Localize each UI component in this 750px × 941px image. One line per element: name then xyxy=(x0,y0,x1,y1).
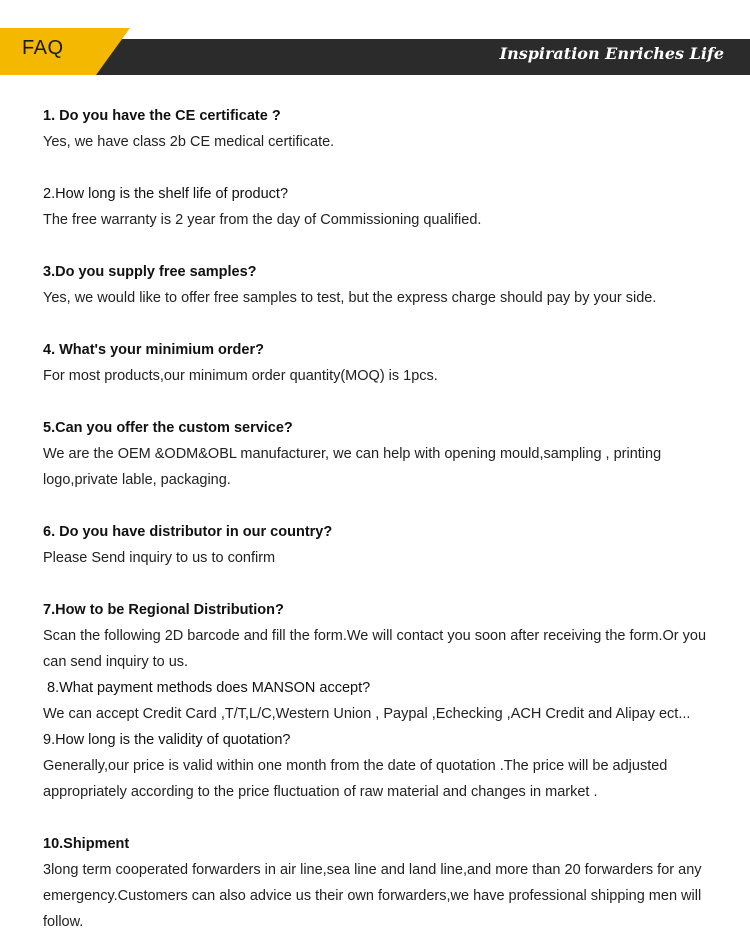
faq-question: 7.How to be Regional Distribution? xyxy=(43,602,284,618)
faq-item-6 xyxy=(43,519,733,597)
faq-item-4 xyxy=(43,337,733,415)
brand-tagline: Inspiration Enriches Life xyxy=(499,44,724,63)
faq-answer: Yes, we would like to offer free samples to test, but the express charge should pay by your side. xyxy=(43,290,657,306)
faq-answer: Generally,our price is valid within one month from the date of quotation .The price will be adjusted appropriately according to the price fluctuation of raw material and changes in market . xyxy=(43,758,672,800)
faq-item-8 xyxy=(43,675,733,727)
faq-item-9 xyxy=(43,727,733,831)
faq-question: 4. What's your minimium order? xyxy=(43,342,264,358)
faq-item-3 xyxy=(43,259,733,337)
faq-question: 6. Do you have distributor in our country? xyxy=(43,524,333,540)
faq-answer: 3long term cooperated forwarders in air line,sea line and land line,and more than 20 forwarders for any emergency.Customers can also advice us their own forwarders,we have professional shipping men will follow. xyxy=(43,862,706,930)
faq-list xyxy=(43,103,733,935)
faq-question: 10.Shipment xyxy=(43,836,130,852)
faq-question: 8.What payment methods does MANSON accept? xyxy=(43,680,371,696)
faq-answer: Please Send inquiry to us to confirm xyxy=(43,550,276,566)
faq-question: 3.Do you supply free samples? xyxy=(43,264,257,280)
faq-answer: We can accept Credit Card ,T/T,L/C,Western Union , Paypal ,Echecking ,ACH Credit and Alipay ect... xyxy=(43,706,691,722)
faq-item-10 xyxy=(43,831,733,935)
faq-question: 5.Can you offer the custom service? xyxy=(43,420,293,436)
faq-title: FAQ xyxy=(22,37,64,59)
faq-item-5 xyxy=(43,415,733,519)
faq-answer: We are the OEM &ODM&OBL manufacturer, we can help with opening mould,sampling , printing logo,private lable, packaging. xyxy=(43,446,666,488)
faq-item-7 xyxy=(43,597,733,675)
faq-answer: Scan the following 2D barcode and fill the form.We will contact you soon after receiving the form.Or you can send inquiry to us. xyxy=(43,628,711,670)
faq-answer: Yes, we have class 2b CE medical certificate. xyxy=(43,134,335,150)
faq-answer: The free warranty is 2 year from the day of Commissioning qualified. xyxy=(43,212,482,228)
faq-answer: For most products,our minimum order quantity(MOQ) is 1pcs. xyxy=(43,368,438,384)
faq-item-2 xyxy=(43,181,733,259)
faq-question: 2.How long is the shelf life of product? xyxy=(43,186,289,202)
faq-question: 1. Do you have the CE certificate ? xyxy=(43,108,281,124)
faq-banner xyxy=(0,28,750,76)
faq-item-1 xyxy=(43,103,733,181)
faq-question: 9.How long is the validity of quotation? xyxy=(43,732,291,748)
